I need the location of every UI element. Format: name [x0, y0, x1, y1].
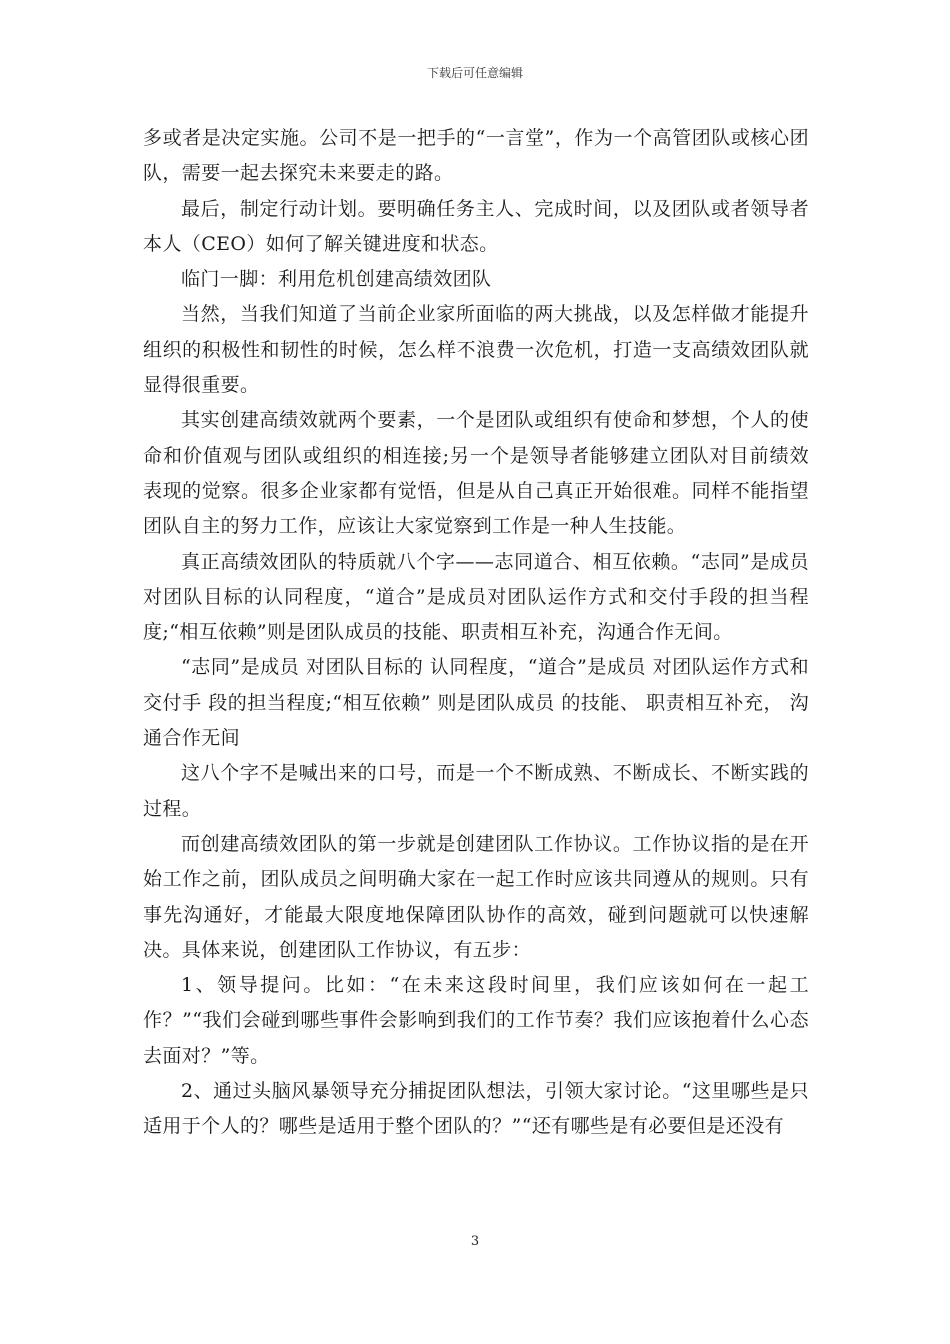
paragraph-work-agreement: 而创建高绩效团队的第一步就是创建团队工作协议。工作协议指的是在开始工作之前，团队成员之间明确大家在一起工作时应该共同遵从的规则。只有事先沟通好，才能最大限度地保障团队协作的高效，碰到问题就可以快速解决。具体来说，创建团队工作协议，有五步：	[143, 832, 809, 961]
page-number: 3	[470, 1234, 480, 1249]
list-item-step-2: 2、通过头脑风暴领导充分捕捉团队想法，引领大家讨论。“这里哪些是只适用于个人的？哪些是适用于整个团队的？”“还有哪些是有必要但是还没有	[143, 1080, 809, 1138]
document-body	[143, 121, 809, 1145]
paragraph-eight-characters: 真正高绩效团队的特质就八个字——志同道合、相互依赖。“志同”是成员对团队目标的认同程度，“道合”是成员对团队运作方式和交付手段的担当程度;“相互依赖”则是团队成员的技能、职责相互补充，沟通合作无间。	[143, 550, 809, 644]
paragraph-continued: 多或者是决定实施。公司不是一把手的“一言堂”，作为一个高管团队或核心团队，需要一起去探究未来要走的路。	[143, 127, 809, 185]
section-heading: 临门一脚：利用危机创建高绩效团队	[181, 268, 492, 291]
paragraph-not-slogan: 这八个字不是喊出来的口号，而是一个不断成熟、不断成长、不断实践的过程。	[143, 762, 809, 820]
paragraph-action-plan: 最后，制定行动计划。要明确任务主人、完成时间，以及团队或者领导者本人（CEO）如何了解关键进度和状态。	[143, 197, 809, 255]
page-header: 下载后可任意编辑	[426, 66, 523, 80]
paragraph-challenges: 当然，当我们知道了当前企业家所面临的两大挑战，以及怎样做才能提升组织的积极性和韧性的时候，怎么样不浪费一次危机，打造一支高绩效团队就显得很重要。	[143, 303, 809, 397]
paragraph-two-elements: 其实创建高绩效就两个要素，一个是团队或组织有使命和梦想，个人的使命和价值观与团队或组织的相连接;另一个是领导者能够建立团队对目前绩效表现的觉察。很多企业家都有觉悟，但是从自己真正开始很难。同样不能指望团队自主的努力工作，应该让大家觉察到工作是一种人生技能。	[143, 409, 809, 538]
paragraph-eight-characters-repeat: “志同”是成员 对团队目标的 认同程度，“道合”是成员 对团队运作方式和交付手 段的担当程度;“相互依赖” 则是团队成员 的技能、 职责相互补充， 沟通合作无间	[143, 656, 809, 750]
list-item-step-1: 1、领导提问。比如：“在未来这段时间里，我们应该如何在一起工作？”“我们会碰到哪些事件会影响到我们的工作节奏？我们应该抱着什么心态去面对？”等。	[143, 974, 809, 1067]
